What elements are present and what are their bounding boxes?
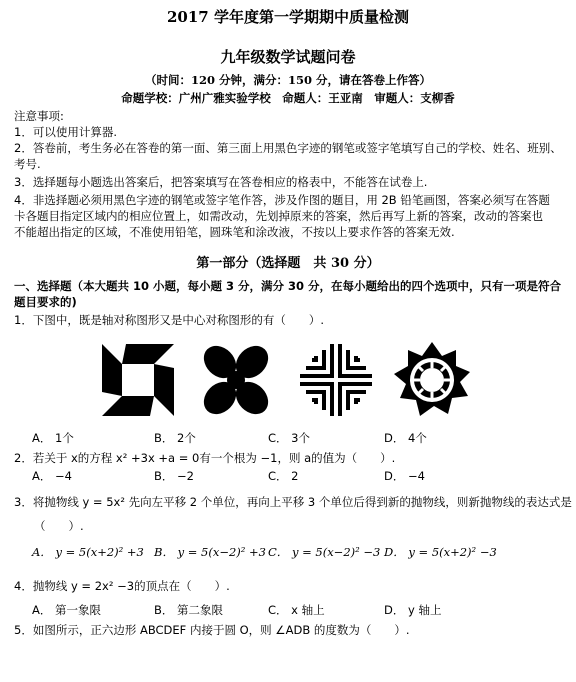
exam-title: 2017 学年度第一学期期中质量检测 xyxy=(167,8,409,26)
note-line: 4．非选择题必须用黑色字迹的钢笔或签字笔作答，涉及作图的题目，用 2B 铅笔画图，答案必须写在答题 xyxy=(14,193,550,207)
note-line: 卡各题目指定区域内的相应位置上，如需改动，先划掉原来的答案，然后再写上新的答案，改动的答案也 xyxy=(14,209,543,223)
time-info: （时间：120 分钟，满分：150 分，请在答卷上作答） xyxy=(144,73,431,87)
option-a[interactable]: A． 第一象限 xyxy=(32,603,102,617)
q1-stem: 1．下图中，既是轴对称图形又是中心对称图形的有（ ）. xyxy=(14,313,324,327)
section-heading: 一、选择题（本大题共 10 小题，每小题 3 分，满分 30 分，在每小题给出的四个选项中，只有一项是符合 xyxy=(14,279,562,293)
q2-options xyxy=(32,468,552,484)
option-c[interactable]: C． 3个 xyxy=(268,431,311,445)
cross-lines-symbol-icon xyxy=(296,340,376,420)
option-c[interactable]: C． 2 xyxy=(268,469,299,483)
option-b[interactable]: B． 第二象限 xyxy=(154,603,224,617)
note-line: 不能超出指定的区域，不准使用铅笔，圆珠笔和涂改液，不按以上要求作答的答案无效. xyxy=(14,225,455,239)
part1-title: 第一部分（选择题 共 30 分） xyxy=(196,256,380,271)
q2-stem: 2．若关于 x的方程 x² +3x +a = 0有一个根为 −1，则 a的值为（ ）. xyxy=(14,451,396,465)
option-c[interactable]: C． y = 5(x−2)² −3 xyxy=(268,545,381,559)
option-b[interactable]: B． 2个 xyxy=(154,431,196,445)
option-d[interactable]: D． 4个 xyxy=(384,431,427,445)
option-b[interactable]: B． y = 5(x−2)² +3 xyxy=(154,545,266,559)
note-line: 1．可以使用计算器. xyxy=(14,125,117,139)
option-d[interactable]: D． y = 5(x+2)² −3 xyxy=(384,545,497,559)
q4-stem: 4．抛物线 y = 2x² −3的顶点在（ ）. xyxy=(14,579,230,593)
q1-options xyxy=(32,430,552,446)
q3-stem: 3．将抛物线 y = 5x² 先向左平移 2 个单位，再向上平移 3 个单位后得到新的抛物线，则新抛物线的表达式是 xyxy=(14,495,572,509)
square-ring-logo-icon xyxy=(98,340,178,420)
note-line: 3．选择题每小题选出答案后，把答案填写在答卷相应的格表中，不能答在试卷上. xyxy=(14,175,428,189)
option-a[interactable]: A． −4 xyxy=(32,469,72,483)
authors-info: 命题学校：广州广雅实验学校 命题人：王亚南 审题人：支柳香 xyxy=(121,91,455,105)
notes-heading: 注意事项: xyxy=(14,109,64,123)
exam-subtitle: 九年级数学试题问卷 xyxy=(220,48,356,66)
four-petal-symbol-icon xyxy=(196,340,276,420)
option-c[interactable]: C． x 轴上 xyxy=(268,603,325,617)
gear-flower-icon xyxy=(392,340,472,420)
option-a[interactable]: A． 1个 xyxy=(32,431,74,445)
q5-stem: 5．如图所示，正六边形 ABCDEF 内接于圆 O，则 ∠ADB 的度数为（ ）. xyxy=(14,623,410,637)
option-a[interactable]: A． y = 5(x+2)² +3 xyxy=(32,545,144,559)
q3-options xyxy=(32,544,552,560)
option-b[interactable]: B． −2 xyxy=(154,469,194,483)
q3-stem-cont: （ ）. xyxy=(34,519,84,533)
option-d[interactable]: D． y 轴上 xyxy=(384,603,442,617)
section-heading-cont: 题目要求的) xyxy=(14,295,77,309)
note-line: 考号. xyxy=(14,157,41,171)
q4-options xyxy=(32,602,552,618)
note-line: 2．答卷前，考生务必在答卷的第一面、第三面上用黑色字迹的钢笔或签字笔填写自己的学校、姓名、班别、 xyxy=(14,141,562,155)
option-d[interactable]: D． −4 xyxy=(384,469,425,483)
